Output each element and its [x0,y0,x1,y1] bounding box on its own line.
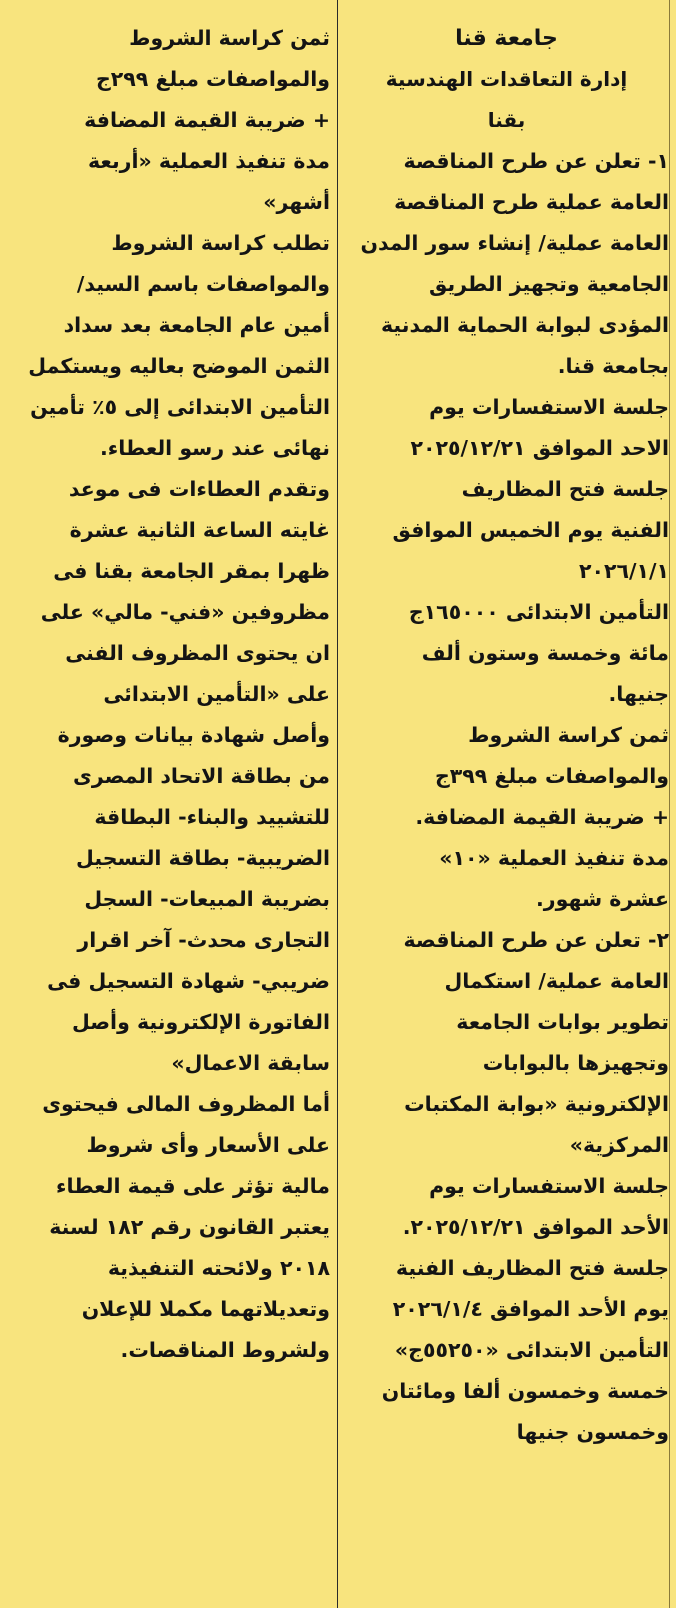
text-line: العامة عملية/ إنشاء سور المدن [360,231,669,255]
text-line: العامة عملية/ استكمال [444,969,669,993]
column-divider [337,0,338,1608]
text-line: بجامعة قنا. [557,354,669,378]
text-line: العامة عملية طرح المناقصة [394,190,669,214]
text-line: أمين عام الجامعة بعد سداد [63,313,330,337]
text-line: الفاتورة الإلكترونية وأصل [71,1010,330,1034]
text-line: الفنية يوم الخميس الموافق [392,518,669,542]
text-line: ولشروط المناقصات. [120,1338,330,1362]
text-line: ان يحتوى المظروف الفنى [65,641,330,665]
text-line: والمواصفات مبلغ ٣٩٩ج [435,764,669,788]
text-line: ضريبي- شهادة التسجيل فى [47,969,330,993]
text-line: مائة وخمسة وستون ألف [421,641,669,665]
text-line: وتجهيزها بالبوابات [482,1051,669,1075]
text-line: جلسة فتح المظاريف [461,477,669,501]
text-line: ثمن كراسة الشروط [468,723,669,747]
text-line: نهائى عند رسو العطاء. [99,436,330,460]
text-line: يوم الأحد الموافق ٢٠٢٦/١/٤ [392,1297,669,1321]
text-line: ظهرا بمقر الجامعة بقنا فى [53,559,330,583]
text-line: من بطاقة الاتحاد المصرى [73,764,330,788]
text-line: وتقدم العطاءات فى موعد [68,477,330,501]
department-city: بقنا [487,108,526,132]
text-line: جلسة فتح المظاريف الفنية [395,1256,669,1280]
text-line: + ضريبة القيمة المضافة. [415,805,669,829]
university-name: جامعة قنا [455,26,558,51]
text-line: على الأسعار وأى شروط [86,1133,330,1157]
text-line: مظروفين «فني- مالي» على [40,600,330,624]
text-line: مدة تنفيذ العملية «١٠» [439,846,669,870]
text-line: الإلكترونية «بوابة المكتبات [404,1092,669,1116]
text-line: التأمين الابتدائى ١٦٥٠٠٠ج [408,600,669,624]
text-line: جلسة الاستفسارات يوم [429,395,669,419]
text-line: ٢٠٢٦/١/١ [578,559,669,583]
text-line: أشهر» [263,190,330,214]
text-line: للتشييد والبناء- البطاقة [94,805,330,829]
text-line: التجارى محدث- آخر اقرار [77,928,330,952]
text-line: مالية تؤثر على قيمة العطاء [56,1174,330,1198]
text-line: الثمن الموضح بعاليه ويستكمل [28,354,330,378]
left-column [8,18,330,1603]
text-line: التأمين الابتدائى إلى ٥٪ تأمين [30,395,330,419]
right-column [344,18,669,1603]
text-line: مدة تنفيذ العملية «أربعة [87,149,330,173]
text-line: عشرة شهور. [536,887,669,911]
text-line: ٢- تعلن عن طرح المناقصة [403,928,669,952]
text-line: المؤدى لبوابة الحماية المدنية [381,313,669,337]
text-line: الجامعية وتجهيز الطريق [428,272,669,296]
text-line: ثمن كراسة الشروط [129,26,330,50]
text-line: وخمسون جنيها [516,1420,669,1444]
text-line: + ضريبة القيمة المضافة [84,108,330,132]
text-line: التأمين الابتدائى «٥٥٢٥٠ج» [394,1338,669,1362]
text-line: المركزية» [569,1133,669,1157]
text-line: والمواصفات مبلغ ٢٩٩ج [96,67,330,91]
text-line: خمسة وخمسون ألفا ومائتان [381,1379,669,1403]
text-line: يعتبر القانون رقم ١٨٢ لسنة [49,1215,330,1239]
text-line: بضريبة المبيعات- السجل [84,887,330,911]
text-line: وأصل شهادة بيانات وصورة [57,723,330,747]
department-name: إدارة التعاقدات الهندسية [385,67,628,91]
text-line: جلسة الاستفسارات يوم [429,1174,669,1198]
text-line: تطلب كراسة الشروط [111,231,330,255]
text-line: الاحد الموافق ٢٠٢٥/١٢/٢١ [410,436,669,460]
text-line: غايته الساعة الثانية عشرة [69,518,330,542]
text-line: ١- تعلن عن طرح المناقصة [403,149,669,173]
text-line: وتعديلاتهما مكملا للإعلان [81,1297,330,1321]
text-line: الأحد الموافق ٢٠٢٥/١٢/٢١. [402,1215,669,1239]
text-line: أما المظروف المالى فيحتوى [42,1092,330,1116]
text-line: على «التأمين الابتدائى [103,682,330,706]
text-line: ٢٠١٨ ولائحته التنفيذية [107,1256,330,1280]
text-line: والمواصفات باسم السيد/ [76,272,330,296]
text-line: الضريبية- بطاقة التسجيل [76,846,330,870]
text-line: تطوير بوابات الجامعة [456,1010,669,1034]
page-edge-rule [669,0,670,1608]
text-line: جنيها. [608,682,669,706]
text-line: سابقة الاعمال» [171,1051,330,1075]
